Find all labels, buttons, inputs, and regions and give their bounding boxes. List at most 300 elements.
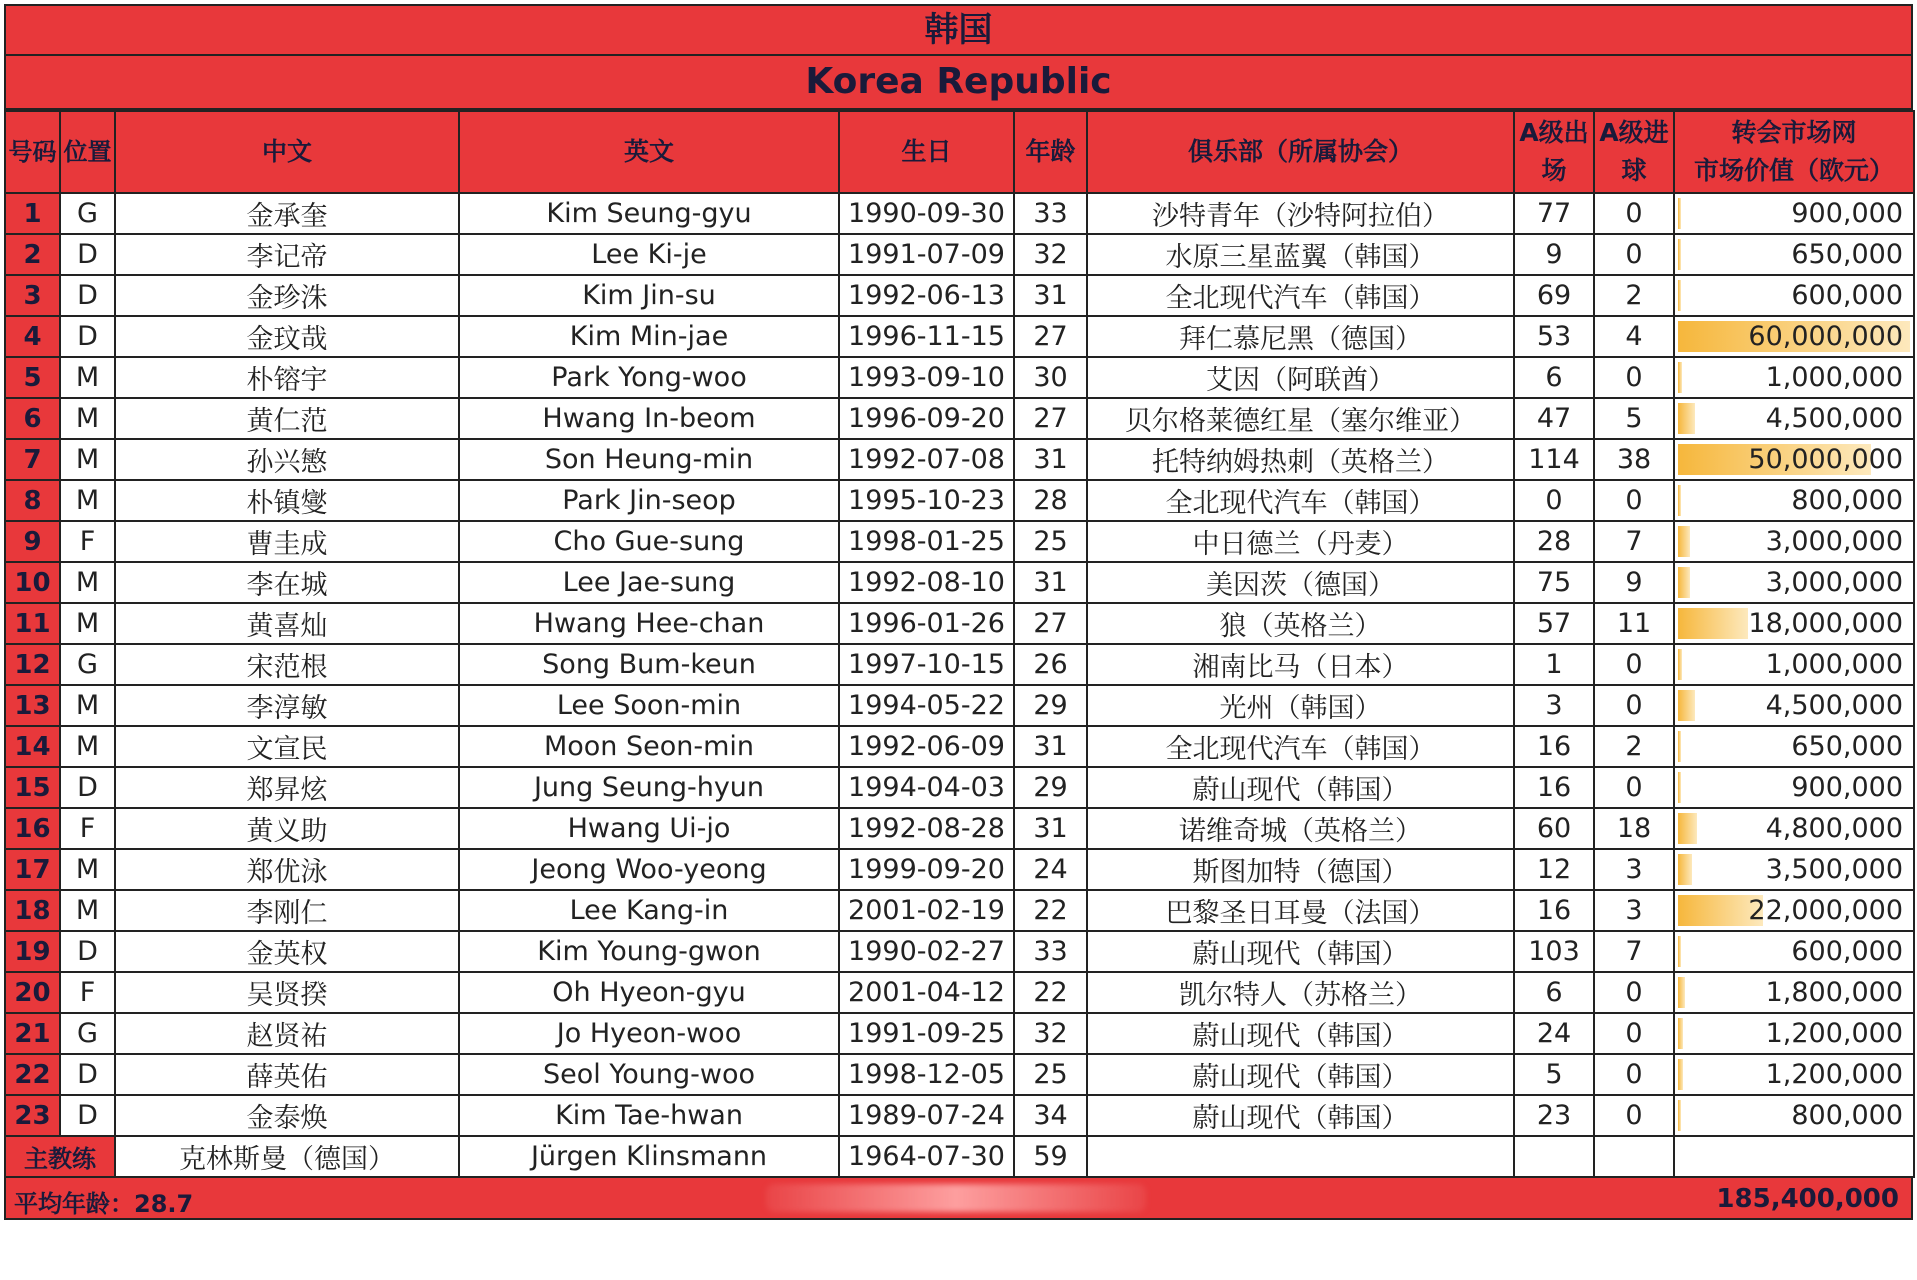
player-position: M (60, 890, 115, 931)
player-goals: 0 (1594, 767, 1674, 808)
player-goals: 0 (1594, 972, 1674, 1013)
player-position: D (60, 931, 115, 972)
table-row (5, 398, 1914, 439)
player-market-value (1674, 521, 1914, 562)
player-goals: 0 (1594, 1054, 1674, 1095)
player-market-value (1674, 931, 1914, 972)
player-club: 全北现代汽车（韩国） (1087, 275, 1514, 316)
player-number: 3 (5, 275, 60, 316)
player-position: M (60, 439, 115, 480)
player-position: D (60, 1054, 115, 1095)
player-chinese-name: 薛英佑 (115, 1054, 459, 1095)
market-value-text: 22,000,000 (1748, 895, 1903, 926)
player-chinese-name: 黄义助 (115, 808, 459, 849)
player-age: 27 (1014, 316, 1087, 357)
title-english: Korea Republic (4, 56, 1913, 110)
player-english-name: Kim Jin-su (459, 275, 839, 316)
player-age: 22 (1014, 972, 1087, 1013)
coach-age: 59 (1014, 1136, 1087, 1177)
player-club: 光州（韩国） (1087, 685, 1514, 726)
player-age: 29 (1014, 685, 1087, 726)
empty-cell (1594, 1136, 1674, 1177)
player-english-name: Song Bum-keun (459, 644, 839, 685)
header-market-value-line2: 市场价值（欧元） (1693, 156, 1894, 185)
market-value-text: 4,500,000 (1765, 403, 1903, 434)
player-position: M (60, 603, 115, 644)
player-chinese-name: 黄仁范 (115, 398, 459, 439)
player-club: 蔚山现代（韩国） (1087, 931, 1514, 972)
player-market-value (1674, 562, 1914, 603)
player-chinese-name: 文宣民 (115, 726, 459, 767)
market-value-text: 3,000,000 (1765, 526, 1903, 557)
table-row (5, 1054, 1914, 1095)
player-caps: 103 (1514, 931, 1594, 972)
player-market-value (1674, 398, 1914, 439)
market-value-bar (1678, 1059, 1683, 1090)
player-market-value (1674, 193, 1914, 234)
player-market-value (1674, 685, 1914, 726)
player-number: 14 (5, 726, 60, 767)
player-position: F (60, 972, 115, 1013)
player-age: 25 (1014, 1054, 1087, 1095)
market-value-bar (1678, 977, 1685, 1008)
player-position: M (60, 849, 115, 890)
player-caps: 69 (1514, 275, 1594, 316)
player-caps: 5 (1514, 1054, 1594, 1095)
player-birthday: 2001-04-12 (839, 972, 1014, 1013)
player-goals: 0 (1594, 193, 1674, 234)
player-market-value (1674, 1095, 1914, 1136)
market-value-text: 900,000 (1791, 772, 1903, 803)
table-row (5, 767, 1914, 808)
player-market-value (1674, 767, 1914, 808)
table-row (5, 357, 1914, 398)
player-number: 19 (5, 931, 60, 972)
player-age: 27 (1014, 603, 1087, 644)
player-club: 全北现代汽车（韩国） (1087, 726, 1514, 767)
player-goals: 0 (1594, 480, 1674, 521)
player-english-name: Lee Ki-je (459, 234, 839, 275)
player-birthday: 1998-12-05 (839, 1054, 1014, 1095)
player-position: D (60, 767, 115, 808)
player-age: 25 (1014, 521, 1087, 562)
player-position: F (60, 521, 115, 562)
player-english-name: Jung Seung-hyun (459, 767, 839, 808)
player-age: 31 (1014, 808, 1087, 849)
player-english-name: Oh Hyeon-gyu (459, 972, 839, 1013)
player-number: 13 (5, 685, 60, 726)
player-goals: 3 (1594, 849, 1674, 890)
player-goals: 0 (1594, 357, 1674, 398)
player-number: 10 (5, 562, 60, 603)
player-number: 21 (5, 1013, 60, 1054)
player-caps: 60 (1514, 808, 1594, 849)
player-club: 蔚山现代（韩国） (1087, 1054, 1514, 1095)
player-chinese-name: 曹圭成 (115, 521, 459, 562)
player-number: 7 (5, 439, 60, 480)
player-age: 24 (1014, 849, 1087, 890)
player-goals: 11 (1594, 603, 1674, 644)
player-club: 拜仁慕尼黑（德国） (1087, 316, 1514, 357)
player-market-value (1674, 644, 1914, 685)
player-position: G (60, 644, 115, 685)
summary-footer (4, 1178, 1913, 1220)
header-number: 号码 (5, 111, 60, 193)
player-club: 美因茨（德国） (1087, 562, 1514, 603)
player-chinese-name: 黄喜灿 (115, 603, 459, 644)
player-number: 15 (5, 767, 60, 808)
market-value-bar (1678, 198, 1681, 229)
player-age: 32 (1014, 234, 1087, 275)
player-age: 33 (1014, 931, 1087, 972)
player-position: M (60, 357, 115, 398)
player-chinese-name: 赵贤祐 (115, 1013, 459, 1054)
table-row (5, 849, 1914, 890)
player-club: 水原三星蓝翼（韩国） (1087, 234, 1514, 275)
player-chinese-name: 郑昇炫 (115, 767, 459, 808)
player-english-name: Moon Seon-min (459, 726, 839, 767)
market-value-text: 650,000 (1791, 731, 1903, 762)
table-row (5, 480, 1914, 521)
player-birthday: 1997-10-15 (839, 644, 1014, 685)
table-row (5, 808, 1914, 849)
market-value-text: 600,000 (1791, 280, 1903, 311)
market-value-text: 800,000 (1791, 485, 1903, 516)
player-number: 17 (5, 849, 60, 890)
player-english-name: Seol Young-woo (459, 1054, 839, 1095)
player-caps: 75 (1514, 562, 1594, 603)
player-chinese-name: 李淳敏 (115, 685, 459, 726)
table-row (5, 439, 1914, 480)
player-market-value (1674, 849, 1914, 890)
header-chinese-name: 中文 (115, 111, 459, 193)
player-age: 31 (1014, 726, 1087, 767)
player-market-value (1674, 275, 1914, 316)
market-value-bar (1678, 772, 1681, 803)
header-goals: A级进球 (1594, 111, 1674, 193)
player-caps: 6 (1514, 972, 1594, 1013)
player-english-name: Park Jin-seop (459, 480, 839, 521)
player-club: 斯图加特（德国） (1087, 849, 1514, 890)
player-position: G (60, 193, 115, 234)
player-market-value (1674, 1054, 1914, 1095)
market-value-text: 1,000,000 (1765, 362, 1903, 393)
player-english-name: Kim Young-gwon (459, 931, 839, 972)
player-position: F (60, 808, 115, 849)
player-caps: 12 (1514, 849, 1594, 890)
player-english-name: Kim Min-jae (459, 316, 839, 357)
player-market-value (1674, 316, 1914, 357)
player-caps: 28 (1514, 521, 1594, 562)
header-market-value (1674, 111, 1914, 193)
empty-cell (1514, 1136, 1594, 1177)
market-value-bar (1678, 813, 1697, 844)
player-club: 艾因（阿联酋） (1087, 357, 1514, 398)
player-english-name: Hwang Hee-chan (459, 603, 839, 644)
player-goals: 3 (1594, 890, 1674, 931)
player-market-value (1674, 357, 1914, 398)
player-caps: 9 (1514, 234, 1594, 275)
table-header-row (5, 111, 1914, 193)
player-age: 29 (1014, 767, 1087, 808)
market-value-bar (1678, 731, 1681, 762)
player-chinese-name: 宋范根 (115, 644, 459, 685)
market-value-bar (1678, 403, 1695, 434)
player-birthday: 2001-02-19 (839, 890, 1014, 931)
player-chinese-name: 朴镕宇 (115, 357, 459, 398)
player-english-name: Lee Soon-min (459, 685, 839, 726)
player-birthday: 1998-01-25 (839, 521, 1014, 562)
player-position: D (60, 316, 115, 357)
player-club: 狼（英格兰） (1087, 603, 1514, 644)
player-chinese-name: 朴镇燮 (115, 480, 459, 521)
market-value-text: 4,800,000 (1765, 813, 1903, 844)
player-chinese-name: 李在城 (115, 562, 459, 603)
market-value-text: 50,000,000 (1748, 444, 1903, 475)
header-english-name: 英文 (459, 111, 839, 193)
player-club: 中日德兰（丹麦） (1087, 521, 1514, 562)
market-value-bar (1678, 362, 1682, 393)
player-chinese-name: 孙兴慜 (115, 439, 459, 480)
player-english-name: Son Heung-min (459, 439, 839, 480)
player-number: 6 (5, 398, 60, 439)
player-birthday: 1996-09-20 (839, 398, 1014, 439)
player-goals: 0 (1594, 234, 1674, 275)
player-goals: 38 (1594, 439, 1674, 480)
player-birthday: 1992-07-08 (839, 439, 1014, 480)
player-goals: 5 (1594, 398, 1674, 439)
market-value-bar (1678, 526, 1690, 557)
table-row (5, 562, 1914, 603)
header-age: 年龄 (1014, 111, 1087, 193)
player-age: 31 (1014, 439, 1087, 480)
player-chinese-name: 金玟哉 (115, 316, 459, 357)
player-club: 湘南比马（日本） (1087, 644, 1514, 685)
player-age: 26 (1014, 644, 1087, 685)
coach-chinese-name: 克林斯曼（德国） (115, 1136, 459, 1177)
table-row (5, 275, 1914, 316)
player-english-name: Park Yong-woo (459, 357, 839, 398)
market-value-text: 600,000 (1791, 936, 1903, 967)
average-age: 平均年龄：28.7 (14, 1190, 194, 1218)
player-position: M (60, 726, 115, 767)
player-caps: 77 (1514, 193, 1594, 234)
player-market-value (1674, 726, 1914, 767)
player-birthday: 1993-09-10 (839, 357, 1014, 398)
player-birthday: 1992-08-28 (839, 808, 1014, 849)
market-value-text: 1,200,000 (1765, 1059, 1903, 1090)
player-age: 31 (1014, 562, 1087, 603)
header-birthday: 生日 (839, 111, 1014, 193)
player-position: M (60, 562, 115, 603)
coach-birthday: 1964-07-30 (839, 1136, 1014, 1177)
player-club: 全北现代汽车（韩国） (1087, 480, 1514, 521)
player-number: 4 (5, 316, 60, 357)
player-chinese-name: 金泰焕 (115, 1095, 459, 1136)
player-english-name: Lee Jae-sung (459, 562, 839, 603)
player-market-value (1674, 1013, 1914, 1054)
player-number: 8 (5, 480, 60, 521)
player-chinese-name: 吴贤揆 (115, 972, 459, 1013)
player-english-name: Kim Tae-hwan (459, 1095, 839, 1136)
player-position: G (60, 1013, 115, 1054)
player-goals: 4 (1594, 316, 1674, 357)
table-row (5, 644, 1914, 685)
player-number: 5 (5, 357, 60, 398)
player-caps: 3 (1514, 685, 1594, 726)
player-birthday: 1989-07-24 (839, 1095, 1014, 1136)
player-caps: 23 (1514, 1095, 1594, 1136)
player-goals: 0 (1594, 685, 1674, 726)
market-value-text: 60,000,000 (1748, 321, 1903, 352)
player-goals: 9 (1594, 562, 1674, 603)
player-caps: 114 (1514, 439, 1594, 480)
market-value-text: 650,000 (1791, 239, 1903, 270)
market-value-bar (1678, 854, 1692, 885)
header-position: 位置 (60, 111, 115, 193)
market-value-text: 4,500,000 (1765, 690, 1903, 721)
player-chinese-name: 李记帝 (115, 234, 459, 275)
title-chinese: 韩国 (4, 4, 1913, 56)
table-row (5, 1013, 1914, 1054)
player-caps: 24 (1514, 1013, 1594, 1054)
table-row (5, 890, 1914, 931)
player-birthday: 1995-10-23 (839, 480, 1014, 521)
player-birthday: 1994-05-22 (839, 685, 1014, 726)
player-goals: 2 (1594, 726, 1674, 767)
player-birthday: 1991-07-09 (839, 234, 1014, 275)
player-position: D (60, 1095, 115, 1136)
player-goals: 18 (1594, 808, 1674, 849)
player-goals: 0 (1594, 644, 1674, 685)
player-market-value (1674, 808, 1914, 849)
player-market-value (1674, 603, 1914, 644)
player-caps: 6 (1514, 357, 1594, 398)
player-goals: 0 (1594, 1013, 1674, 1054)
player-birthday: 1996-01-26 (839, 603, 1014, 644)
player-number: 2 (5, 234, 60, 275)
player-birthday: 1994-04-03 (839, 767, 1014, 808)
total-market-value: 185,400,000 (1716, 1184, 1899, 1214)
table-row (5, 1095, 1914, 1136)
player-club: 贝尔格莱德红星（塞尔维亚） (1087, 398, 1514, 439)
player-birthday: 1991-09-25 (839, 1013, 1014, 1054)
player-market-value (1674, 234, 1914, 275)
player-caps: 47 (1514, 398, 1594, 439)
table-row (5, 726, 1914, 767)
market-value-bar (1678, 485, 1681, 516)
coach-label: 主教练 (5, 1136, 115, 1177)
player-caps: 0 (1514, 480, 1594, 521)
player-number: 22 (5, 1054, 60, 1095)
player-age: 30 (1014, 357, 1087, 398)
player-english-name: Jeong Woo-yeong (459, 849, 839, 890)
market-value-bar (1678, 649, 1682, 680)
player-goals: 7 (1594, 521, 1674, 562)
player-age: 32 (1014, 1013, 1087, 1054)
player-chinese-name: 金英权 (115, 931, 459, 972)
table-row (5, 193, 1914, 234)
player-age: 31 (1014, 275, 1087, 316)
player-position: D (60, 234, 115, 275)
player-age: 28 (1014, 480, 1087, 521)
table-row (5, 931, 1914, 972)
player-birthday: 1992-08-10 (839, 562, 1014, 603)
player-position: M (60, 685, 115, 726)
market-value-bar (1678, 567, 1690, 598)
player-club: 蔚山现代（韩国） (1087, 767, 1514, 808)
player-chinese-name: 金承奎 (115, 193, 459, 234)
player-chinese-name: 金珍洙 (115, 275, 459, 316)
player-birthday: 1990-02-27 (839, 931, 1014, 972)
player-english-name: Lee Kang-in (459, 890, 839, 931)
player-number: 16 (5, 808, 60, 849)
player-market-value (1674, 439, 1914, 480)
header-caps: A级出场 (1514, 111, 1594, 193)
player-club: 沙特青年（沙特阿拉伯） (1087, 193, 1514, 234)
coach-english-name: Jürgen Klinsmann (459, 1136, 839, 1177)
table-row (5, 972, 1914, 1013)
player-birthday: 1996-11-15 (839, 316, 1014, 357)
player-goals: 7 (1594, 931, 1674, 972)
header-market-value-line1: 转会市场网 (1731, 118, 1857, 147)
player-position: M (60, 480, 115, 521)
market-value-bar (1678, 1100, 1681, 1131)
player-position: D (60, 275, 115, 316)
player-caps: 53 (1514, 316, 1594, 357)
player-caps: 16 (1514, 767, 1594, 808)
player-club: 巴黎圣日耳曼（法国） (1087, 890, 1514, 931)
player-chinese-name: 郑优泳 (115, 849, 459, 890)
market-value-text: 18,000,000 (1748, 608, 1903, 639)
player-market-value (1674, 890, 1914, 931)
player-number: 18 (5, 890, 60, 931)
player-english-name: Jo Hyeon-woo (459, 1013, 839, 1054)
player-chinese-name: 李刚仁 (115, 890, 459, 931)
market-value-bar (1678, 1018, 1683, 1049)
squad-sheet (4, 4, 1913, 1220)
market-value-bar (1678, 239, 1681, 270)
player-english-name: Hwang In-beom (459, 398, 839, 439)
player-number: 11 (5, 603, 60, 644)
player-market-value (1674, 480, 1914, 521)
player-number: 1 (5, 193, 60, 234)
market-value-bar (1678, 690, 1695, 721)
blurred-watermark (766, 1184, 1146, 1212)
squad-table (4, 110, 1915, 1178)
player-number: 9 (5, 521, 60, 562)
header-club: 俱乐部（所属协会） (1087, 111, 1514, 193)
player-caps: 16 (1514, 726, 1594, 767)
player-age: 22 (1014, 890, 1087, 931)
player-age: 33 (1014, 193, 1087, 234)
empty-cell (1674, 1136, 1914, 1177)
player-caps: 57 (1514, 603, 1594, 644)
market-value-text: 3,000,000 (1765, 567, 1903, 598)
table-row (5, 603, 1914, 644)
player-birthday: 1999-09-20 (839, 849, 1014, 890)
player-position: M (60, 398, 115, 439)
market-value-bar (1678, 280, 1681, 311)
player-birthday: 1992-06-13 (839, 275, 1014, 316)
player-age: 34 (1014, 1095, 1087, 1136)
market-value-bar (1678, 936, 1681, 967)
player-birthday: 1992-06-09 (839, 726, 1014, 767)
market-value-text: 1,200,000 (1765, 1018, 1903, 1049)
player-birthday: 1990-09-30 (839, 193, 1014, 234)
player-market-value (1674, 972, 1914, 1013)
player-english-name: Hwang Ui-jo (459, 808, 839, 849)
